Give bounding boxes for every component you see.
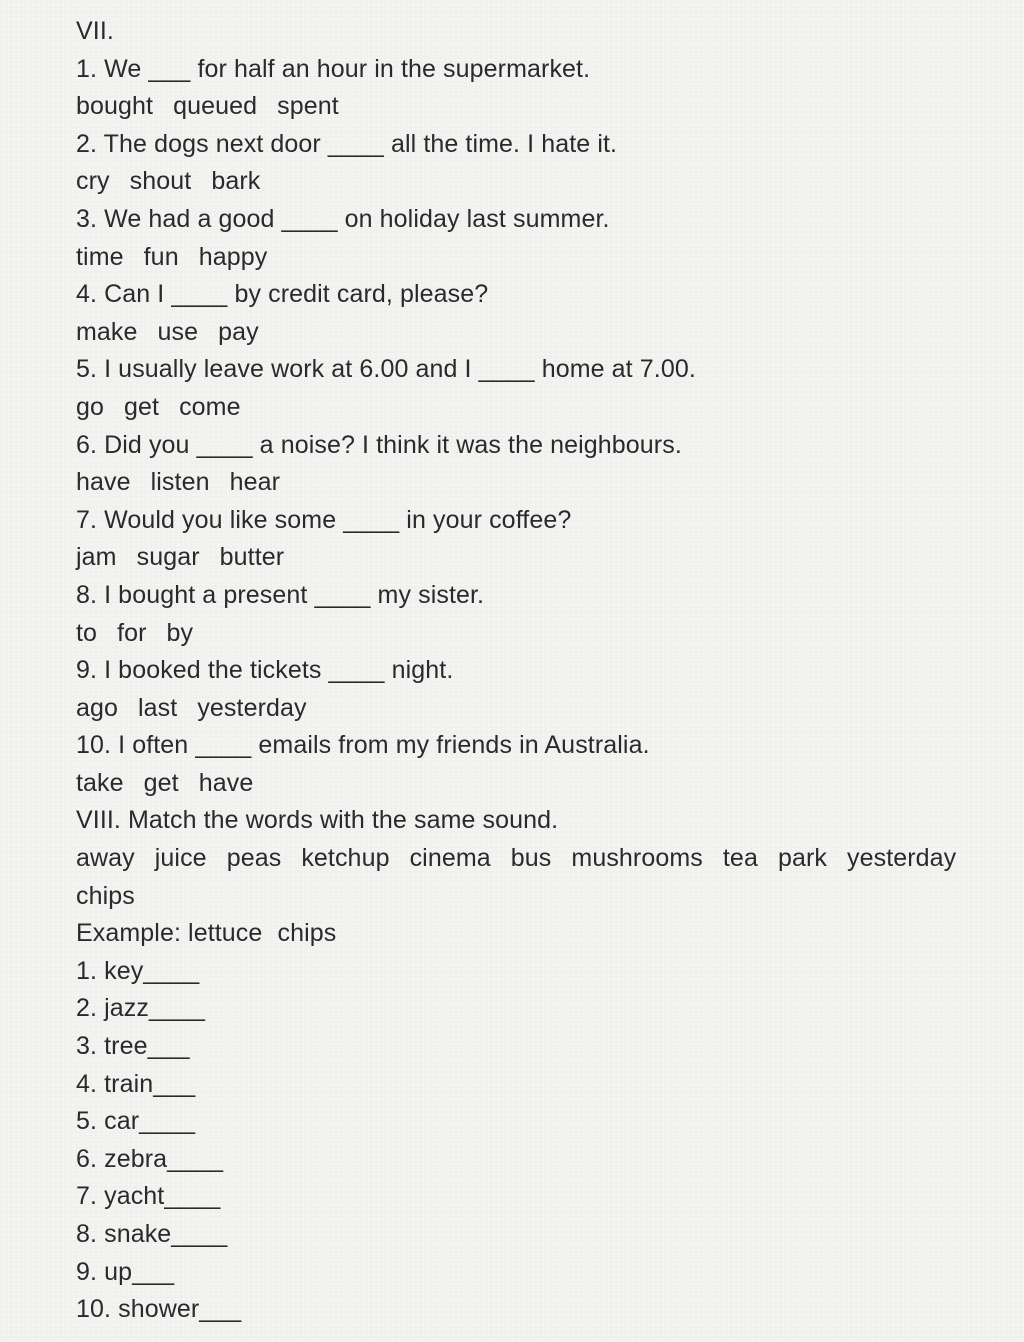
option: for — [117, 618, 147, 647]
sound-word: ketchup — [301, 844, 390, 873]
option: to — [76, 618, 98, 647]
option: sugar — [136, 543, 200, 572]
option: bark — [211, 167, 261, 196]
question-7: 7. Would you like some ____ in your coffee? — [76, 505, 572, 534]
options-5 — [76, 389, 1022, 427]
question-6: 6. Did you ____ a noise? I think it was the neighbours. — [76, 430, 682, 459]
match-item-10: 10. shower___ — [76, 1295, 242, 1324]
sound-word: bus — [510, 844, 552, 873]
option: happy — [198, 242, 268, 271]
option: last — [138, 693, 178, 722]
worksheet — [76, 0, 1022, 1329]
option: get — [143, 768, 179, 797]
option: by — [166, 618, 194, 647]
option: fun — [143, 242, 179, 271]
match-item-2: 2. jazz____ — [76, 994, 205, 1023]
option: take — [76, 768, 124, 797]
option: cry — [76, 167, 110, 196]
option: make — [76, 317, 138, 346]
example-line — [76, 915, 1022, 953]
question-3: 3. We had a good ____ on holiday last summer. — [76, 204, 610, 233]
options-10 — [76, 765, 1022, 803]
section-7-heading: VII. — [76, 17, 114, 45]
options-1 — [76, 88, 1022, 126]
options-6 — [76, 464, 1022, 502]
option: use — [157, 317, 199, 346]
option: have — [76, 468, 131, 497]
section-8-heading: VIII. Match the words with the same sound. — [76, 806, 559, 835]
option: shout — [129, 167, 192, 196]
match-item-4: 4. train___ — [76, 1069, 196, 1098]
options-9 — [76, 690, 1022, 728]
option: come — [179, 392, 241, 421]
options-2 — [76, 163, 1022, 201]
match-item-8: 8. snake____ — [76, 1220, 228, 1248]
option: time — [76, 242, 124, 271]
option: go — [76, 392, 105, 421]
sound-word: away — [76, 844, 135, 873]
sound-word: cinema — [409, 844, 491, 873]
options-3 — [76, 239, 1022, 277]
question-9: 9. I booked the tickets ____ night. — [76, 656, 454, 685]
option: jam — [76, 543, 117, 572]
option: hear — [229, 468, 281, 497]
option: ago — [76, 693, 119, 722]
match-item-7: 7. yacht____ — [76, 1182, 221, 1211]
section-8-items — [76, 953, 1022, 1329]
match-item-1: 1. key____ — [76, 956, 200, 985]
option: bought — [76, 92, 154, 121]
option: pay — [218, 317, 259, 346]
sound-word: peas — [226, 844, 282, 873]
sound-word: tea — [722, 844, 758, 873]
sound-word-bank — [76, 840, 1022, 878]
option: queued — [173, 92, 258, 121]
sound-word: juice — [154, 844, 207, 873]
options-8 — [76, 615, 1022, 653]
section-7-items — [76, 51, 1022, 803]
option: have — [198, 768, 254, 797]
example-label: Example: lettuce — [76, 919, 263, 948]
sound-word-bank-wrap: chips — [76, 881, 135, 910]
match-item-5: 5. car____ — [76, 1107, 196, 1136]
option: listen — [150, 468, 210, 497]
question-4: 4. Can I ____ by credit card, please? — [76, 280, 489, 309]
example-answer: chips — [277, 919, 337, 948]
question-8: 8. I bought a present ____ my sister. — [76, 580, 485, 609]
option: spent — [277, 92, 339, 121]
question-10: 10. I often ____ emails from my friends in Australia. — [76, 731, 650, 760]
question-1: 1. We ___ for half an hour in the supermarket. — [76, 54, 591, 83]
match-item-3: 3. tree___ — [76, 1032, 190, 1061]
sound-word: park — [777, 844, 827, 873]
question-5: 5. I usually leave work at 6.00 and I ____ home at 7.00. — [76, 355, 696, 384]
match-item-9: 9. up___ — [76, 1257, 175, 1286]
sound-word: mushrooms — [571, 844, 703, 873]
option: butter — [219, 543, 285, 572]
options-7 — [76, 539, 1022, 577]
match-item-6: 6. zebra____ — [76, 1144, 224, 1173]
option: get — [124, 392, 160, 421]
options-4 — [76, 314, 1022, 352]
sound-word: yesterday — [847, 844, 957, 873]
question-2: 2. The dogs next door ____ all the time. I hate it. — [76, 129, 618, 158]
option: yesterday — [197, 693, 307, 722]
